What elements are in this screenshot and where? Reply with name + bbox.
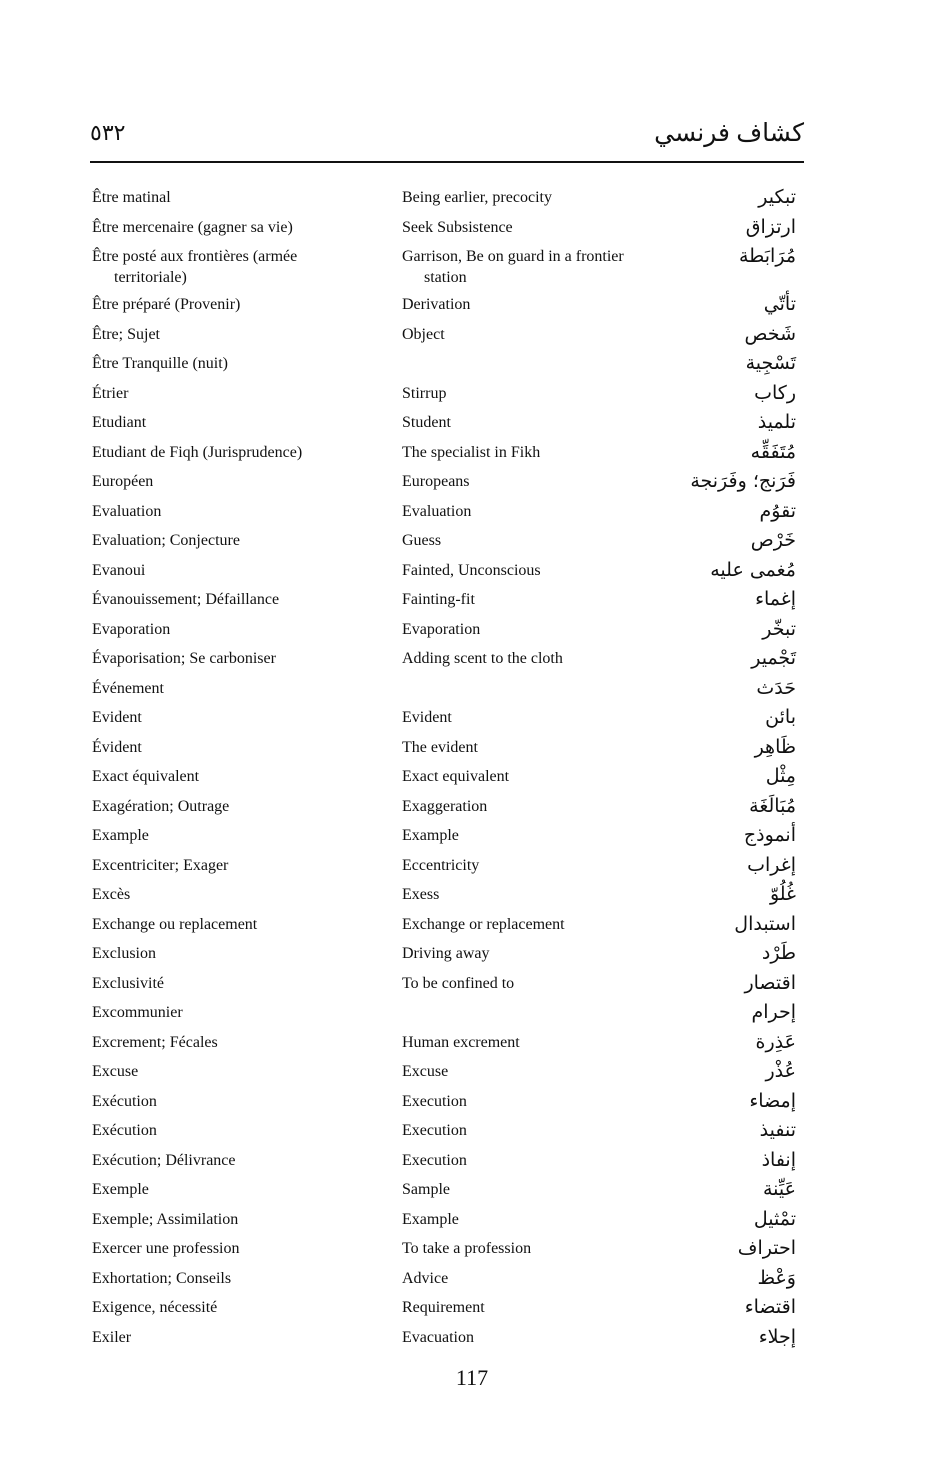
glossary-row — [90, 1145, 804, 1175]
english-term-text: Exchange or replacement — [402, 915, 565, 933]
french-term — [92, 442, 352, 463]
arabic-term: إمضاء — [749, 1089, 796, 1112]
glossary-row — [90, 820, 804, 850]
arabic-term: حَدَث — [756, 676, 796, 699]
english-term — [402, 855, 682, 876]
english-term — [402, 943, 682, 964]
glossary-row — [90, 496, 804, 526]
glossary-row — [90, 407, 804, 437]
french-term-text: Européen — [92, 473, 154, 490]
glossary-row — [90, 1027, 804, 1057]
french-term — [92, 707, 352, 728]
glossary-row — [90, 437, 804, 467]
arabic-term: ظَاهِر — [754, 735, 796, 758]
arabic-term: مُغمى عليه — [710, 558, 796, 581]
glossary-row — [90, 348, 804, 378]
glossary-row — [90, 702, 804, 732]
french-term — [92, 471, 352, 492]
arabic-term: تَجْمير — [751, 647, 796, 669]
french-term — [92, 217, 352, 238]
arabic-term: وَعْظ — [757, 1266, 796, 1289]
header-rule — [90, 161, 804, 163]
arabic-term: اقتضاء — [744, 1296, 796, 1318]
english-term — [402, 1179, 682, 1200]
french-term — [92, 1209, 352, 1230]
english-term — [402, 825, 682, 846]
french-term — [92, 1150, 352, 1171]
french-term — [92, 884, 352, 905]
arabic-term: إجلاء — [758, 1325, 796, 1348]
french-term-continuation: territoriale) — [114, 269, 187, 286]
english-term-text: Stirrup — [402, 384, 447, 402]
french-term — [92, 294, 352, 315]
arabic-term: عَيِّنة — [763, 1178, 796, 1200]
arabic-term: تبخّر — [762, 617, 796, 640]
french-term-text: Exécution — [92, 1092, 157, 1110]
glossary-row — [90, 241, 804, 289]
arabic-term: بائن — [765, 706, 796, 728]
english-term-text: Object — [402, 325, 445, 343]
french-term — [92, 353, 352, 374]
french-term-text: Exhortation; Conseils — [92, 1269, 232, 1287]
french-term — [92, 412, 352, 433]
english-term-text: Student — [402, 414, 451, 431]
english-term-text: Fainted, Unconscious — [402, 561, 541, 579]
french-term-text: Evanoui — [92, 561, 146, 579]
french-term — [92, 1002, 352, 1023]
french-term-text: Etudiant de Fiqh (Jurisprudence) — [92, 443, 303, 461]
english-term-text: Evaluation — [402, 502, 472, 520]
english-term — [402, 324, 682, 345]
glossary-row — [90, 182, 804, 212]
french-term — [92, 678, 352, 699]
english-term — [402, 1091, 682, 1112]
french-term-text: Être; Sujet — [92, 325, 160, 343]
page-header — [90, 118, 804, 160]
english-term-text: Execution — [402, 1151, 467, 1169]
french-term — [92, 943, 352, 964]
arabic-term: شَخص — [744, 322, 796, 345]
english-term — [402, 737, 682, 758]
english-term-text: To take a profession — [402, 1240, 532, 1257]
english-term-text: Guess — [402, 532, 442, 549]
english-term-text: Execution — [402, 1122, 467, 1139]
french-term-text: Exclusion — [92, 945, 156, 962]
french-term — [92, 324, 352, 345]
english-term-text: Seek Subsistence — [402, 218, 513, 236]
arabic-term: مُبَالَغَة — [749, 794, 796, 817]
arabic-term: عُذْر — [765, 1060, 796, 1082]
english-term — [402, 1061, 682, 1082]
glossary-row — [90, 1292, 804, 1322]
arabic-term: تلميذ — [757, 411, 796, 433]
english-term — [402, 619, 682, 640]
french-term — [92, 825, 352, 846]
arabic-term: ركاب — [754, 381, 796, 404]
english-term — [402, 1327, 682, 1348]
english-term — [402, 187, 682, 208]
glossary-row — [90, 212, 804, 242]
arabic-term: خَرْص — [750, 529, 796, 551]
english-term — [402, 1120, 682, 1141]
french-term — [92, 1327, 352, 1348]
english-term-text: Derivation — [402, 296, 471, 313]
arabic-term: مُرَابَطة — [739, 245, 796, 267]
glossary-row — [90, 968, 804, 998]
english-term-text: Excuse — [402, 1063, 449, 1080]
french-term — [92, 1268, 352, 1289]
french-term — [92, 1297, 352, 1318]
french-term-text: Exercer une profession — [92, 1240, 240, 1257]
french-term-text: Événement — [92, 679, 164, 697]
french-term — [92, 187, 352, 208]
french-term-text: Exemple — [92, 1181, 149, 1198]
french-term-text: Évanouissement; Défaillance — [92, 591, 280, 608]
french-term — [92, 855, 352, 876]
arabic-term: مِثْل — [765, 765, 796, 787]
french-term-text: Exchange ou replacement — [92, 915, 258, 933]
english-term — [402, 471, 682, 492]
french-term-text: Excuse — [92, 1063, 139, 1080]
english-term — [402, 217, 682, 238]
english-term — [402, 501, 682, 522]
english-term — [402, 1238, 682, 1259]
french-term — [92, 737, 352, 758]
arabic-term: عَذِرة — [755, 1030, 796, 1053]
english-term-text: Example — [402, 1210, 459, 1228]
glossary-row — [90, 879, 804, 909]
english-term — [402, 442, 682, 463]
french-term-text: Exiler — [92, 1328, 132, 1346]
arabic-term: تمْثيل — [753, 1207, 796, 1230]
arabic-term: إنفاذ — [761, 1148, 796, 1171]
french-term-text: Excentriciter; Exager — [92, 856, 229, 874]
french-term-text: Exigence, nécessité — [92, 1299, 218, 1316]
english-term-text: Human excrement — [402, 1033, 520, 1051]
arabic-term: اقتصار — [744, 971, 796, 994]
glossary-entries — [90, 182, 804, 1351]
english-term-text: Example — [402, 827, 459, 844]
glossary-row — [90, 525, 804, 555]
english-term-continuation: station — [424, 269, 467, 286]
arabic-term: تأتّي — [763, 293, 796, 315]
english-term — [402, 1268, 682, 1289]
glossary-row — [90, 1263, 804, 1293]
english-term-text: Exaggeration — [402, 797, 488, 815]
french-term — [92, 589, 352, 610]
glossary-row — [90, 584, 804, 614]
arabic-term: تنفيذ — [759, 1119, 796, 1141]
french-term-text: Example — [92, 827, 149, 844]
english-term — [402, 707, 682, 728]
english-term-text: Driving away — [402, 945, 490, 962]
english-term-text: Evaporation — [402, 620, 481, 638]
french-term-text: Excrement; Fécales — [92, 1033, 218, 1051]
french-term-text: Etudiant — [92, 414, 147, 431]
english-term-text: Evident — [402, 709, 452, 726]
french-term-text: Étrier — [92, 384, 129, 402]
glossary-row — [90, 319, 804, 349]
glossary-row — [90, 555, 804, 585]
french-term-text: Être Tranquille (nuit) — [92, 355, 228, 372]
english-term — [402, 973, 682, 994]
page-number: 117 — [455, 1365, 489, 1390]
french-term-text: Exécution; Délivrance — [92, 1151, 236, 1169]
glossary-row — [90, 466, 804, 496]
english-term-text: Fainting-fit — [402, 591, 475, 608]
french-term-text: Être préparé (Provenir) — [92, 296, 241, 313]
arabic-term: احتراف — [737, 1237, 796, 1259]
english-term — [402, 796, 682, 817]
french-term — [92, 246, 352, 288]
glossary-row — [90, 1056, 804, 1086]
glossary-row — [90, 378, 804, 408]
english-term — [402, 530, 682, 551]
french-term — [92, 1091, 352, 1112]
glossary-row — [90, 732, 804, 762]
arabic-term: أنموذج — [743, 824, 796, 846]
english-term-text: Exact equivalent — [402, 768, 510, 785]
english-term — [402, 1150, 682, 1171]
french-term-text: Excommunier — [92, 1004, 183, 1021]
glossary-row — [90, 1086, 804, 1116]
arabic-term: تَسْجِية — [745, 352, 796, 374]
french-term-text: Être matinal — [92, 189, 171, 206]
french-term-text: Être posté aux frontières (armée — [92, 248, 298, 265]
french-term-text: Exécution — [92, 1122, 157, 1139]
english-term-text: Eccentricity — [402, 856, 480, 874]
english-term — [402, 412, 682, 433]
arabic-term: فَرَنج؛ وفَرَنجة — [690, 470, 796, 492]
glossary-row — [90, 289, 804, 319]
english-term — [402, 294, 682, 315]
glossary-row — [90, 791, 804, 821]
arabic-term: إغماء — [755, 588, 796, 610]
english-term — [402, 589, 682, 610]
french-term-text: Evaluation; Conjecture — [92, 532, 240, 549]
french-term — [92, 973, 352, 994]
english-term-text: Requirement — [402, 1299, 485, 1316]
french-term-text: Évident — [92, 738, 142, 756]
french-term — [92, 766, 352, 787]
arabic-term: ارتزاق — [745, 215, 796, 238]
french-term-text: Exact équivalent — [92, 768, 200, 785]
french-term — [92, 1238, 352, 1259]
glossary-row — [90, 1233, 804, 1263]
french-term — [92, 530, 352, 551]
english-term — [402, 914, 682, 935]
french-term-text: Evaporation — [92, 620, 171, 638]
english-term-text: Advice — [402, 1269, 449, 1287]
french-term — [92, 501, 352, 522]
french-term — [92, 383, 352, 404]
arabic-term: إغراب — [747, 853, 796, 876]
english-term — [402, 1032, 682, 1053]
french-term-text: Exclusivité — [92, 974, 164, 992]
french-term — [92, 1179, 352, 1200]
glossary-row — [90, 1322, 804, 1352]
arabic-term: غُلُوّ — [769, 883, 796, 905]
english-term — [402, 383, 682, 404]
french-term — [92, 619, 352, 640]
english-term — [402, 884, 682, 905]
french-term — [92, 648, 352, 669]
english-term-text: Exess — [402, 886, 440, 903]
page-title: كشاف فرنسي — [654, 120, 804, 147]
french-term — [92, 560, 352, 581]
glossary-row — [90, 673, 804, 703]
glossary-row — [90, 850, 804, 880]
french-term-text: Exemple; Assimilation — [92, 1210, 239, 1228]
glossary-row — [90, 909, 804, 939]
french-term-text: Être mercenaire (gagner sa vie) — [92, 218, 293, 236]
french-term — [92, 914, 352, 935]
glossary-row — [90, 997, 804, 1027]
english-term-text: Evacuation — [402, 1328, 474, 1346]
arabic-term: استبدال — [734, 912, 796, 935]
french-term-text: Evaluation — [92, 502, 162, 520]
english-term-text: Being earlier, precocity — [402, 189, 552, 206]
french-term-text: Exagération; Outrage — [92, 797, 230, 815]
english-term-text: Adding scent to the cloth — [402, 650, 563, 667]
glossary-row — [90, 643, 804, 673]
glossary-row — [90, 1204, 804, 1234]
french-term-text: Evident — [92, 709, 142, 726]
glossary-row — [90, 614, 804, 644]
french-term — [92, 1120, 352, 1141]
glossary-row — [90, 938, 804, 968]
glossary-row — [90, 1174, 804, 1204]
arabic-page-number: ٥٣٢ — [90, 120, 126, 145]
english-term-text: The evident — [402, 738, 478, 756]
english-term — [402, 1209, 682, 1230]
english-term-text: Europeans — [402, 473, 470, 490]
glossary-row — [90, 1115, 804, 1145]
glossary-row — [90, 761, 804, 791]
arabic-term: تبكير — [758, 186, 796, 208]
english-term-text: Sample — [402, 1181, 450, 1198]
french-term-text: Excès — [92, 886, 131, 903]
english-term-text: Garrison, Be on guard in a frontier — [402, 248, 624, 265]
english-term-text: To be confined to — [402, 974, 515, 992]
french-term — [92, 1032, 352, 1053]
arabic-term: إحرام — [751, 1001, 796, 1023]
english-term-text: The specialist in Fikh — [402, 443, 541, 461]
english-term — [402, 648, 682, 669]
english-term-text: Execution — [402, 1092, 467, 1110]
arabic-term: تقوُم — [759, 499, 796, 522]
french-term — [92, 796, 352, 817]
french-term — [92, 1061, 352, 1082]
arabic-term: طَرْد — [761, 942, 796, 964]
french-term-text: Évaporisation; Se carboniser — [92, 650, 276, 667]
english-term — [402, 766, 682, 787]
english-term — [402, 1297, 682, 1318]
english-term — [402, 560, 682, 581]
english-term — [402, 246, 682, 288]
arabic-term: مُتَفَقِّه — [750, 440, 796, 463]
